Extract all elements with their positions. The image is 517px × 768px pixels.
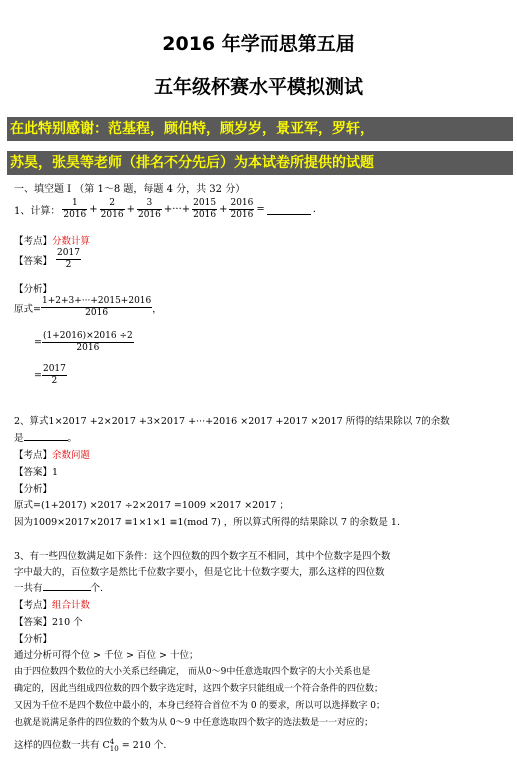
q3-answer: 【答案】210 个 <box>14 617 83 628</box>
paper-title-line2: 五年级杯赛水平模拟测试 <box>153 76 363 98</box>
acknowledgement-line1: 在此特别感谢：范基程，顾伯特，顾岁岁，景亚军，罗轩， <box>7 117 513 141</box>
q1-term-3: $\frac{3}{2016}$ <box>137 198 161 220</box>
q2-analysis-1: 原式=(1+2017) ×2017 ÷2×2017 =1009 ×2017 ×2017 ； <box>14 500 289 511</box>
q1-analysis-label: 【分析】 <box>14 284 53 295</box>
q3-analysis-2: 由于四位数四个数位的大小关系已经确定， 而从0～9中任意选取四个数字的大小关系也是 <box>14 667 371 677</box>
acknowledgement-line2: 苏昊，张昊等老师（排名不分先后）为本试卷所提供的试题 <box>7 151 513 175</box>
q3-analysis-6: 这样的四位数一共有 C 4 10 = 210 个. <box>14 737 167 753</box>
q2-text-line1: 2、算式1×2017 +2×2017 +3×2017 +···+2016 ×2017 +2017 ×2017 所得的结果除以 7的余数 <box>14 416 450 427</box>
q3-text-line1: 3、有一些四位数满足如下条件：这个四位数的四个数字互不相同，其中个位数字是四个数 <box>14 551 391 562</box>
q1-step-2: = $\frac{(1+2016)\times 2016 \div 2}{2016}$ <box>34 331 133 353</box>
q1-term-5: $\frac{2016}{2016}$ <box>230 198 254 220</box>
q1-kaodian: 【考点】分数计算 <box>14 236 91 247</box>
q3-analysis-4: 又因为千位不是四个数位中最小的，本身已经符合首位不为 0 的要求，所以可以选择数字 0； <box>14 701 386 711</box>
q3-kaodian: 【考点】组合计数 <box>14 600 91 611</box>
q3-analysis-3: 确定的，因此当组成四位数的四个数字选定时，这四个数字只能组成一个符合条件的四位数； <box>14 684 384 694</box>
q1-step-3: = $\frac{2017}{2}$ <box>34 364 66 386</box>
q2-analysis-label: 【分析】 <box>14 484 53 495</box>
q1-answer: 【答案】 $\frac{2017}{2}$ <box>14 248 80 270</box>
q1-prefix: 1、计算： <box>14 206 61 217</box>
q1-term-4: $\frac{2015}{2016}$ <box>193 198 217 220</box>
q3-analysis-5: 也就是说满足条件的四位数的个数为从 0～9 中任意选取四个数字的选法数是一一对应的； <box>14 718 374 728</box>
q3-answer-blank <box>43 580 91 591</box>
q2-answer: 【答案】1 <box>14 467 59 478</box>
question-1: 1、计算： $\frac{1}{2016}$ + $\frac{2}{2016}$ + $\frac{3}{2016}$ +···+ $\frac{2015}{2016}$ + $\frac{2016}{2016}$ = . <box>14 198 316 220</box>
section-heading: 一、填空题 I （第 1～8 题，每题 4 分，共 32 分） <box>14 184 246 195</box>
q3-text-line2: 字中最大的，百位数字是然比千位数字要小，但是它比十位数字要大，那么这样的四位数 <box>14 567 385 578</box>
q1-term-2: $\frac{2}{2016}$ <box>100 198 124 220</box>
paper-title-line1: 2016 年学而思第五届 <box>162 33 355 55</box>
q1-step-1: 原式= $\frac{1+2+3+\cdot\cdot\cdot+2015+2016}{2016}$ ， <box>14 296 162 318</box>
q3-analysis-1: 通过分析可得个位 > 千位 > 百位 > 十位； <box>14 650 199 661</box>
q2-kaodian: 【考点】余数问题 <box>14 450 91 461</box>
q3-text-line3: 一共有 个. <box>14 580 103 594</box>
q2-analysis-2: 因为1009×2017×2017 ≡1×1×1 ≡1(mod 7) ，所以算式所得的结果除以 7 的余数是 1. <box>14 517 400 528</box>
q1-term-1: $\frac{1}{2016}$ <box>63 198 87 220</box>
q1-answer-blank <box>267 204 311 215</box>
q2-text-line2: 是 。 <box>14 430 77 444</box>
q2-answer-blank <box>24 430 68 441</box>
q3-analysis-label: 【分析】 <box>14 634 53 645</box>
